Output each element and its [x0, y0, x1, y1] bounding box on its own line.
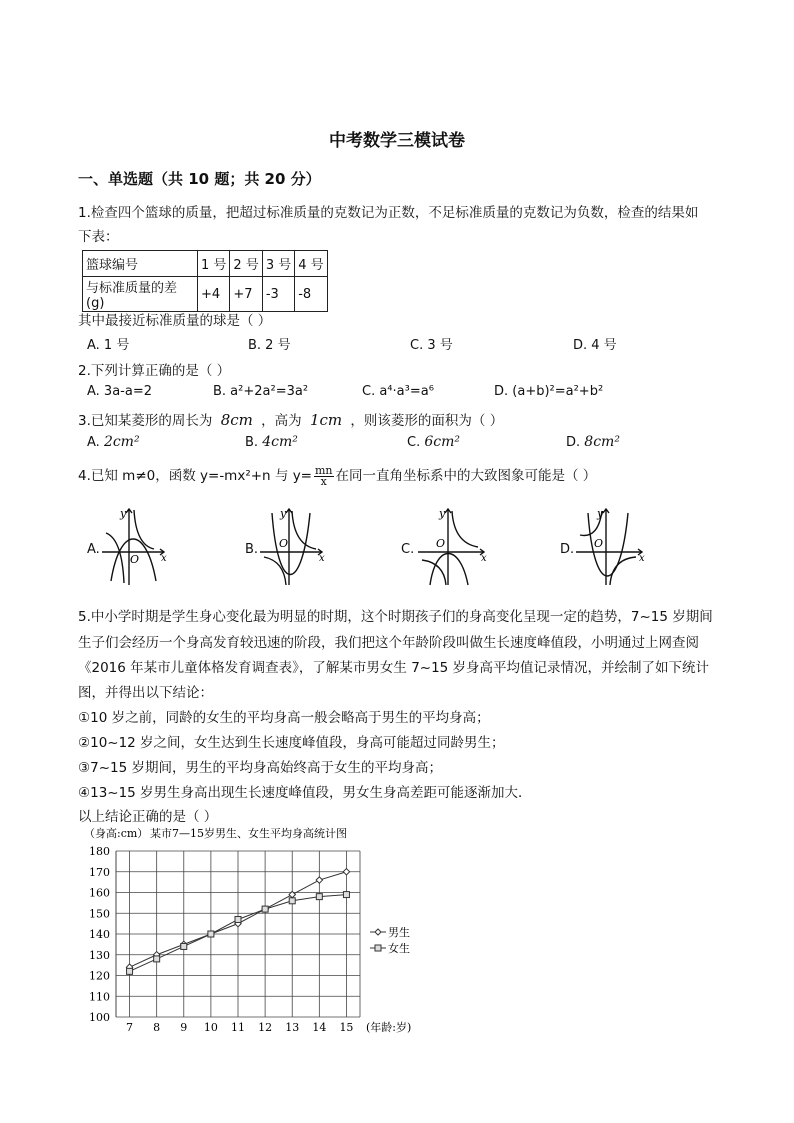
table-cell: +7 [230, 277, 262, 312]
legend-marker-boys [375, 929, 381, 935]
q2-option-c[interactable]: C. a⁴·a³=a⁶ [362, 384, 434, 399]
q3-option-d[interactable] [566, 434, 620, 450]
table-cell: 1 号 [198, 251, 230, 277]
x-tick-label: 13 [285, 1021, 300, 1034]
q3-option-c[interactable] [407, 434, 460, 450]
fraction-numerator: mn [315, 463, 333, 477]
data-point-girls [262, 906, 268, 912]
table-cell: 2 号 [230, 251, 262, 277]
axis-y-label: y [597, 507, 604, 520]
axis-x-label: x [319, 553, 325, 564]
data-point-girls [289, 898, 295, 904]
q3-text-b: ，高为 [261, 413, 302, 429]
data-point-girls [343, 892, 349, 898]
table-row [83, 277, 328, 312]
q4-option-a-label[interactable]: A. [87, 542, 100, 557]
q3-text-c: ，则该菱形的面积为（ ） [350, 413, 504, 429]
q5-line: 《2016 年某市儿童体格发育调查表》，了解某市男女生 7~15 岁身高平均值记录情况，并绘制了如下统计 [78, 660, 710, 676]
section-heading: 一、单选题（共 10 题；共 20 分） [78, 170, 321, 188]
option-letter: B. [245, 435, 259, 450]
q1-option-a[interactable]: A. 1 号 [87, 338, 130, 353]
data-point-boys [316, 877, 322, 883]
legend-marker-girls [375, 945, 381, 951]
q3-height: 1cm [309, 411, 343, 429]
data-point-girls [127, 968, 133, 974]
option-letter: C. [407, 435, 421, 450]
table-cell: 3 号 [262, 251, 294, 277]
q3-text-a: 3.已知某菱形的周长为 [78, 413, 213, 429]
q4-graph-b[interactable] [256, 505, 328, 587]
q4-graph-c[interactable] [414, 505, 490, 587]
table-cell: 篮球编号 [83, 251, 198, 277]
q3-perimeter: 8cm [220, 411, 253, 429]
x-tick-label: 12 [258, 1021, 273, 1034]
chart-xlabel: (年龄:岁) [366, 1021, 412, 1034]
x-tick-label: 14 [312, 1021, 327, 1034]
q4-fraction [314, 463, 334, 488]
q1-option-d[interactable]: D. 4 号 [573, 338, 617, 353]
origin-label: O [130, 553, 140, 566]
data-point-girls [208, 931, 214, 937]
x-tick-label: 7 [126, 1021, 134, 1034]
y-tick-label: 180 [89, 845, 110, 858]
table-cell: -3 [262, 277, 294, 312]
q1-table [82, 250, 328, 312]
q1-option-c[interactable]: C. 3 号 [410, 338, 453, 353]
q2-option-b[interactable]: B. a²+2a²=3a² [213, 384, 309, 399]
q4-text-a: 4.已知 m≠0，函数 y=-mx²+n 与 y= [78, 468, 312, 484]
chart-title: 某市7—15岁男生、女生平均身高统计图 [150, 827, 347, 840]
legend-label: 男生 [388, 926, 410, 939]
table-cell: 4 号 [295, 251, 327, 277]
x-tick-label: 15 [339, 1021, 354, 1034]
q5-conclusion-4: ④13~15 岁男生身高出现生长速度峰值段，男女生身高差距可能逐渐加大． [78, 785, 532, 801]
q1-option-b[interactable]: B. 2 号 [248, 338, 291, 353]
q5-conclusion-1: ①10 岁之前，同龄的女生的平均身高一般会略高于男生的平均身高； [78, 710, 490, 726]
q5-question: 以上结论正确的是（ ） [78, 809, 218, 825]
data-point-girls [154, 956, 160, 962]
q3-option-a[interactable] [87, 434, 140, 450]
q2-option-d[interactable]: D. (a+b)²=a²+b² [494, 384, 604, 399]
origin-label: O [594, 537, 604, 550]
x-tick-label: 10 [203, 1021, 218, 1034]
q4-graph-a[interactable] [98, 505, 170, 587]
origin-label: O [279, 537, 289, 550]
q4-option-c-label[interactable]: C. [401, 542, 415, 557]
q5-line: 5.中小学时期是学生身心变化最为明显的时期，这个时期孩子们的身高变化呈现一定的趋势，7~15 岁期间 [78, 609, 713, 625]
legend-label: 女生 [388, 942, 410, 955]
y-tick-label: 130 [89, 948, 110, 962]
height-line-chart [78, 825, 438, 1035]
q2-question: 2.下列计算正确的是（ ） [78, 363, 231, 379]
q2-option-a[interactable]: A. 3a-a=2 [87, 384, 152, 399]
q5-line: 图，并得出以下结论： [78, 685, 213, 701]
y-tick-label: 120 [89, 969, 110, 983]
y-tick-label: 150 [89, 907, 110, 921]
data-point-girls [316, 894, 322, 900]
option-value: 2cm² [103, 434, 140, 450]
q4-option-d-label[interactable]: D. [560, 542, 575, 557]
origin-label: O [436, 537, 446, 550]
q5-conclusion-3: ③7~15 岁期间，男生的平均身高始终高于女生的平均身高； [78, 760, 442, 776]
table-cell: +4 [198, 277, 230, 312]
option-letter: A. [87, 435, 100, 450]
axis-x-label: x [161, 553, 167, 564]
axis-y-label: y [120, 507, 127, 520]
q5-line: 生子们会经历一个身高发育较迅速的阶段，我们把这个年龄阶段叫做生长速度峰值段，小明通过上网查阅 [78, 635, 699, 651]
y-tick-label: 110 [89, 990, 110, 1004]
axis-x-label: x [639, 553, 645, 564]
option-value: 4cm² [262, 434, 298, 450]
y-tick-label: 160 [89, 886, 110, 900]
axis-y-label: y [439, 507, 446, 520]
data-point-girls [235, 916, 241, 922]
page-title: 中考数学三模试卷 [329, 131, 465, 151]
x-tick-label: 8 [153, 1021, 161, 1034]
q4-graph-d[interactable] [572, 505, 648, 587]
axis-y-label: y [280, 507, 287, 520]
q4-question [78, 464, 596, 487]
q1-question: 其中最接近标准质量的球是（ ） [78, 313, 272, 329]
table-row [83, 251, 328, 277]
q5-conclusion-2: ②10~12 岁之间，女生达到生长速度峰值段，身高可能超过同龄男生； [78, 735, 505, 751]
table-cell: -8 [295, 277, 327, 312]
fraction-denominator: x [320, 474, 327, 488]
q1-text-line1: 1.检查四个篮球的质量，把超过标准质量的克数记为正数，不足标准质量的克数记为负数，检查的结果如 [78, 205, 699, 221]
option-letter: D. [566, 435, 581, 450]
chart-ylabel: （身高:cm） [84, 827, 149, 840]
x-tick-label: 9 [180, 1021, 188, 1034]
q3-question [78, 409, 503, 429]
axis-x-label: x [481, 553, 487, 564]
q4-option-b-label[interactable]: B. [245, 542, 259, 557]
data-point-boys [343, 869, 349, 875]
y-tick-label: 140 [89, 928, 110, 941]
y-tick-label: 170 [89, 865, 110, 879]
q1-text-line2: 下表： [78, 229, 119, 245]
data-point-girls [181, 943, 187, 949]
option-value: 8cm² [584, 434, 620, 450]
q3-option-b[interactable] [245, 434, 298, 450]
y-tick-label: 100 [89, 1011, 110, 1024]
table-cell: 与标准质量的差(g) [83, 277, 198, 312]
q4-text-b: 在同一直角坐标系中的大致图象可能是（ ） [335, 468, 597, 484]
option-value: 6cm² [424, 434, 460, 450]
x-tick-label: 11 [231, 1021, 245, 1034]
